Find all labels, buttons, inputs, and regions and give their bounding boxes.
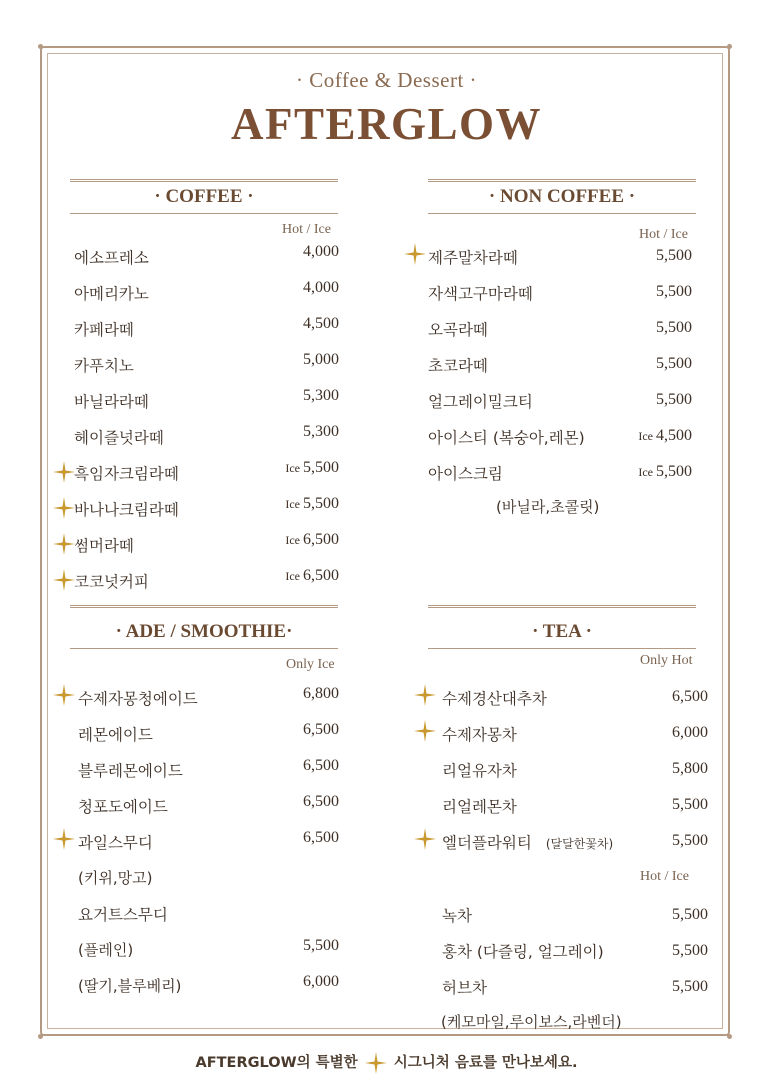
price-value: 6,000 (303, 973, 339, 990)
menu-item-price (303, 793, 339, 811)
price-value: 5,500 (672, 796, 708, 813)
menu-item-price (672, 796, 708, 814)
sparkle-icon (53, 684, 75, 706)
section-title-tea: · TEA · (532, 621, 592, 642)
price-value: 5,500 (303, 459, 339, 476)
menu-item-label: 리얼레몬차 (442, 798, 517, 816)
menu-item-price (303, 243, 339, 261)
menu-item-name: (플레인) (78, 941, 134, 959)
menu-item-price (672, 942, 708, 960)
column-header: Hot / Ice (640, 869, 689, 884)
menu-item-name: 헤이즐넛라떼 (74, 429, 164, 447)
menu-item-name: 레몬에이드 (78, 726, 153, 744)
menu-item-price (638, 427, 692, 445)
sparkle-icon (365, 1052, 387, 1074)
menu-item-label: 리얼유자차 (442, 762, 517, 780)
menu-item-name: 녹차 (442, 907, 472, 925)
price-value: 5,500 (656, 319, 692, 336)
price-value: 4,000 (303, 279, 339, 296)
menu-item-name: 아이스티 (복숭아,레몬) (428, 429, 585, 447)
section-title-coffee: · COFFEE · (154, 186, 254, 207)
menu-item-price (303, 973, 339, 991)
menu-item-name: 홍차 (다즐링, 얼그레이) (442, 943, 604, 961)
temperature-tag: Ice (285, 497, 300, 511)
menu-item-price (303, 423, 339, 441)
menu-item-name (442, 795, 517, 817)
corner-ornament (38, 44, 43, 49)
footer-message (0, 1051, 773, 1074)
menu-item-price (303, 387, 339, 405)
column-header: Hot / Ice (282, 222, 331, 237)
section-title-ade: · ADE / SMOOTHIE· (115, 621, 293, 642)
menu-item-price (656, 283, 692, 301)
menu-item-name: 카푸치노 (74, 357, 134, 375)
menu-item-name: 카페라떼 (74, 321, 134, 339)
section-title-non-coffee: · NON COFFEE · (488, 186, 636, 207)
price-value: 6,500 (303, 757, 339, 774)
price-value: 6,000 (672, 724, 708, 741)
column-header: Only Hot (640, 653, 693, 668)
menu-item-name: 허브차 (442, 979, 487, 997)
section-rule (70, 179, 338, 182)
menu-item-name: 오곡라떼 (428, 321, 488, 339)
temperature-tag: Ice (638, 465, 653, 479)
footer-text-after: 시그니처 음료를 만나보세요. (393, 1055, 578, 1071)
price-value: 5,500 (672, 978, 708, 995)
menu-item-name: 자색고구마라떼 (428, 285, 533, 303)
menu-item-label: 수제경산대추차 (442, 690, 547, 708)
menu-item-name: 코코넛커피 (74, 573, 149, 591)
sparkle-icon (53, 569, 75, 591)
menu-item-price (303, 279, 339, 297)
menu-item-price (672, 832, 708, 850)
menu-item-name: 바닐라라떼 (74, 393, 149, 411)
menu-item-price (285, 495, 339, 513)
price-value: 4,500 (303, 315, 339, 332)
menu-item-name: 썸머라떼 (74, 537, 134, 555)
price-value: 5,500 (656, 355, 692, 372)
menu-item-name: 얼그레이밀크티 (428, 393, 533, 411)
section-rule (70, 213, 338, 214)
price-value: 4,000 (303, 243, 339, 260)
price-value: 6,500 (303, 567, 339, 584)
menu-item-name: 에소프레소 (74, 249, 149, 267)
price-value: 5,500 (303, 495, 339, 512)
footer-text-before: AFTERGLOW의 특별한 (195, 1055, 358, 1071)
menu-item-name (442, 723, 517, 745)
menu-item-price (672, 906, 708, 924)
price-value: 5,000 (303, 351, 339, 368)
menu-item-price (656, 355, 692, 373)
menu-item-price (303, 937, 339, 955)
price-value: 5,800 (672, 760, 708, 777)
sparkle-icon (53, 461, 75, 483)
sparkle-icon (414, 720, 436, 742)
menu-item-price (656, 247, 692, 265)
sparkle-icon (53, 497, 75, 519)
sparkle-icon (53, 828, 75, 850)
menu-item-price (656, 391, 692, 409)
menu-item-price (638, 463, 692, 481)
menu-item-name: 요거트스무디 (78, 906, 168, 924)
menu-item-price (285, 531, 339, 549)
corner-ornament (727, 1034, 732, 1039)
temperature-tag: Ice (638, 429, 653, 443)
menu-item-name: 아메리카노 (74, 285, 149, 303)
corner-ornament (38, 1034, 43, 1039)
menu-item-name: (키위,망고) (78, 869, 153, 887)
price-value: 5,500 (656, 463, 692, 480)
menu-note: (케모마일,루이보스,라벤더) (441, 1013, 622, 1031)
menu-item-label: 수제자몽차 (442, 726, 517, 744)
menu-item-name: (딸기,블루베리) (78, 977, 182, 995)
menu-note: (바닐라,초콜릿) (496, 498, 600, 516)
section-rule (428, 648, 696, 649)
sparkle-icon (414, 684, 436, 706)
price-value: 5,300 (303, 387, 339, 404)
menu-item-name: 블루레몬에이드 (78, 762, 183, 780)
menu-item-price (303, 685, 339, 703)
menu-item-price (303, 829, 339, 847)
price-value: 6,500 (303, 721, 339, 738)
price-value: 5,500 (656, 247, 692, 264)
price-value: 6,500 (303, 829, 339, 846)
corner-ornament (727, 44, 732, 49)
menu-item-price (285, 459, 339, 477)
menu-item-name: 초코라떼 (428, 357, 488, 375)
menu-item-name (442, 759, 517, 781)
menu-item-name: 수제자몽청에이드 (78, 690, 198, 708)
menu-item-name (442, 687, 547, 709)
price-value: 5,500 (656, 391, 692, 408)
menu-item-name: 제주말차라떼 (428, 249, 518, 267)
section-rule (428, 213, 696, 214)
temperature-tag: Ice (285, 569, 300, 583)
menu-item-name (442, 831, 613, 853)
price-value: 6,500 (303, 531, 339, 548)
price-value: 5,500 (672, 942, 708, 959)
price-value: 4,500 (656, 427, 692, 444)
price-value: 6,800 (303, 685, 339, 702)
price-value: 5,500 (672, 832, 708, 849)
section-rule (70, 605, 338, 608)
menu-item-price (656, 319, 692, 337)
menu-item-price (672, 724, 708, 742)
menu-item-price (303, 351, 339, 369)
temperature-tag: Ice (285, 461, 300, 475)
temperature-tag: Ice (285, 533, 300, 547)
menu-item-name: 흑임자크림라떼 (74, 465, 179, 483)
section-rule (70, 648, 338, 649)
sparkle-icon (53, 533, 75, 555)
menu-item-price (672, 760, 708, 778)
sparkle-icon (404, 243, 426, 265)
price-value: 6,500 (303, 793, 339, 810)
menu-item-price (672, 688, 708, 706)
price-value: 5,500 (303, 937, 339, 954)
menu-item-name: 청포도에이드 (78, 798, 168, 816)
menu-item-price (303, 721, 339, 739)
menu-item-name: 바나나크림라떼 (74, 501, 179, 519)
section-rule (428, 605, 696, 608)
price-value: 5,500 (656, 283, 692, 300)
menu-subtitle: · Coffee & Dessert · (295, 68, 478, 92)
price-value: 5,300 (303, 423, 339, 440)
menu-item-price (303, 315, 339, 333)
price-value: 6,500 (672, 688, 708, 705)
section-rule (428, 179, 696, 182)
sparkle-icon (414, 828, 436, 850)
menu-title: AFTERGLOW (230, 99, 543, 149)
menu-item-name: 과일스무디 (78, 834, 153, 852)
column-header: Hot / Ice (639, 227, 688, 242)
price-value: 5,500 (672, 906, 708, 923)
menu-item-note: (달달한꽃차) (545, 837, 614, 851)
column-header: Only Ice (286, 657, 335, 672)
menu-item-label: 엘더플라워티 (442, 834, 532, 852)
menu-item-name: 아이스크림 (428, 465, 503, 483)
menu-item-price (303, 757, 339, 775)
menu-item-price (285, 567, 339, 585)
menu-item-price (672, 978, 708, 996)
